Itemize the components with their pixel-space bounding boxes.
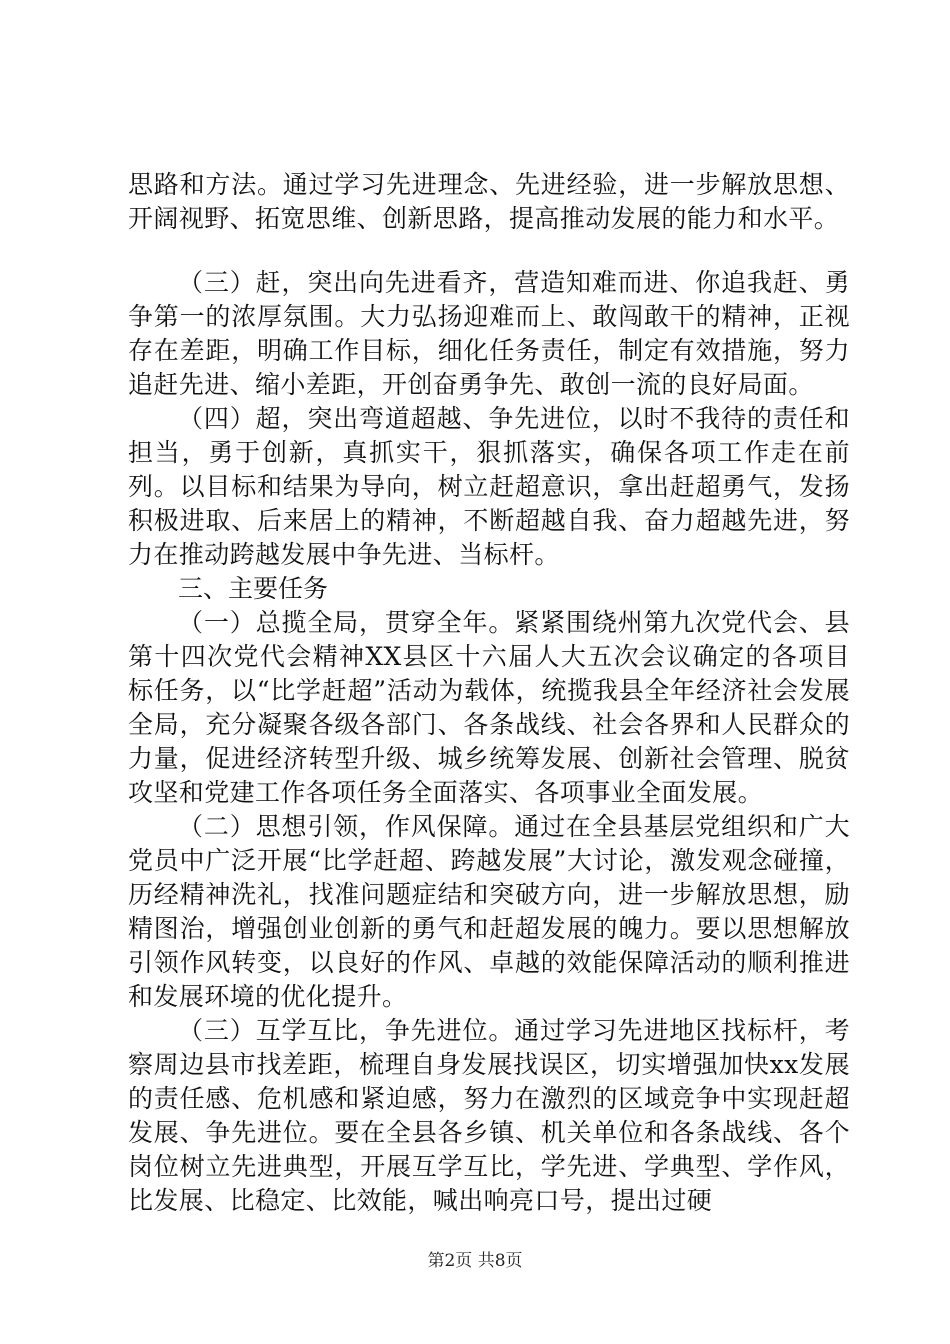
paragraph: （三）赶，突出向先进看齐，营造知难而进、你追我赶、勇争第一的浓厚氛围。大力弘扬迎难而上、敢闯敢干的精神，正视存在差距，明确工作目标，细化任务责任，制定有效措施，努力追赶先进、缩小差距，开创奋勇争先、敢创一流的良好局面。 (128, 268, 850, 399)
paragraph: （三）互学互比，争先进位。通过学习先进地区找标杆，考察周边县市找差距，梳理自身发展找误区，切实增强加快xx发展的责任感、危机感和紧迫感，努力在激烈的区域竞争中实现赶超发展、争先进位。要在全县各乡镇、机关单位和各条战线、各个岗位树立先进典型，开展互学互比，学先进、学典型、学作风，比发展、比稳定、比效能，喊出响亮口号，提出过硬 (128, 1016, 850, 1215)
paragraph: （二）思想引领，作风保障。通过在全县基层党组织和广大党员中广泛开展“比学赶超、跨越发展”大讨论，激发观念碰撞，历经精神洗礼，找准问题症结和突破方向，进一步解放思想，励精图治，增强创业创新的勇气和赶超发展的魄力。要以思想解放引领作风转变，以良好的作风、卓越的效能保障活动的顺利推进和发展环境的优化提升。 (128, 812, 850, 1011)
page-number-footer: 第2页 共8页 (427, 1251, 523, 1271)
document-body (128, 168, 850, 1218)
paragraph: （一）总揽全局，贯穿全年。紧紧围绕州第九次党代会、县第十四次党代会精神XX县区十六届人大五次会议确定的各项目标任务，以“比学赶超”活动为载体，统揽我县全年经济社会发展全局，充分凝聚各级各部门、各条战线、社会各界和人民群众的力量，促进经济转型升级、城乡统筹发展、创新社会管理、脱贫攻坚和党建工作各项任务全面落实、各项事业全面发展。 (128, 608, 850, 807)
paragraph: 思路和方法。通过学习先进理念、先进经验，进一步解放思想、开阔视野、拓宽思维、创新思路，提高推动发展的能力和水平。 (128, 170, 850, 233)
paragraph: （四）超，突出弯道超越、争先进位，以时不我待的责任和担当，勇于创新，真抓实干，狠抓落实，确保各项工作走在前列。以目标和结果为导向，树立赶超意识，拿出赶超勇气，发扬积极进取、后来居上的精神，不断超越自我、奋力超越先进，努力在推动跨越发展中争先进、当标杆。 (128, 404, 850, 569)
section-heading: 三、主要任务 (178, 574, 329, 603)
